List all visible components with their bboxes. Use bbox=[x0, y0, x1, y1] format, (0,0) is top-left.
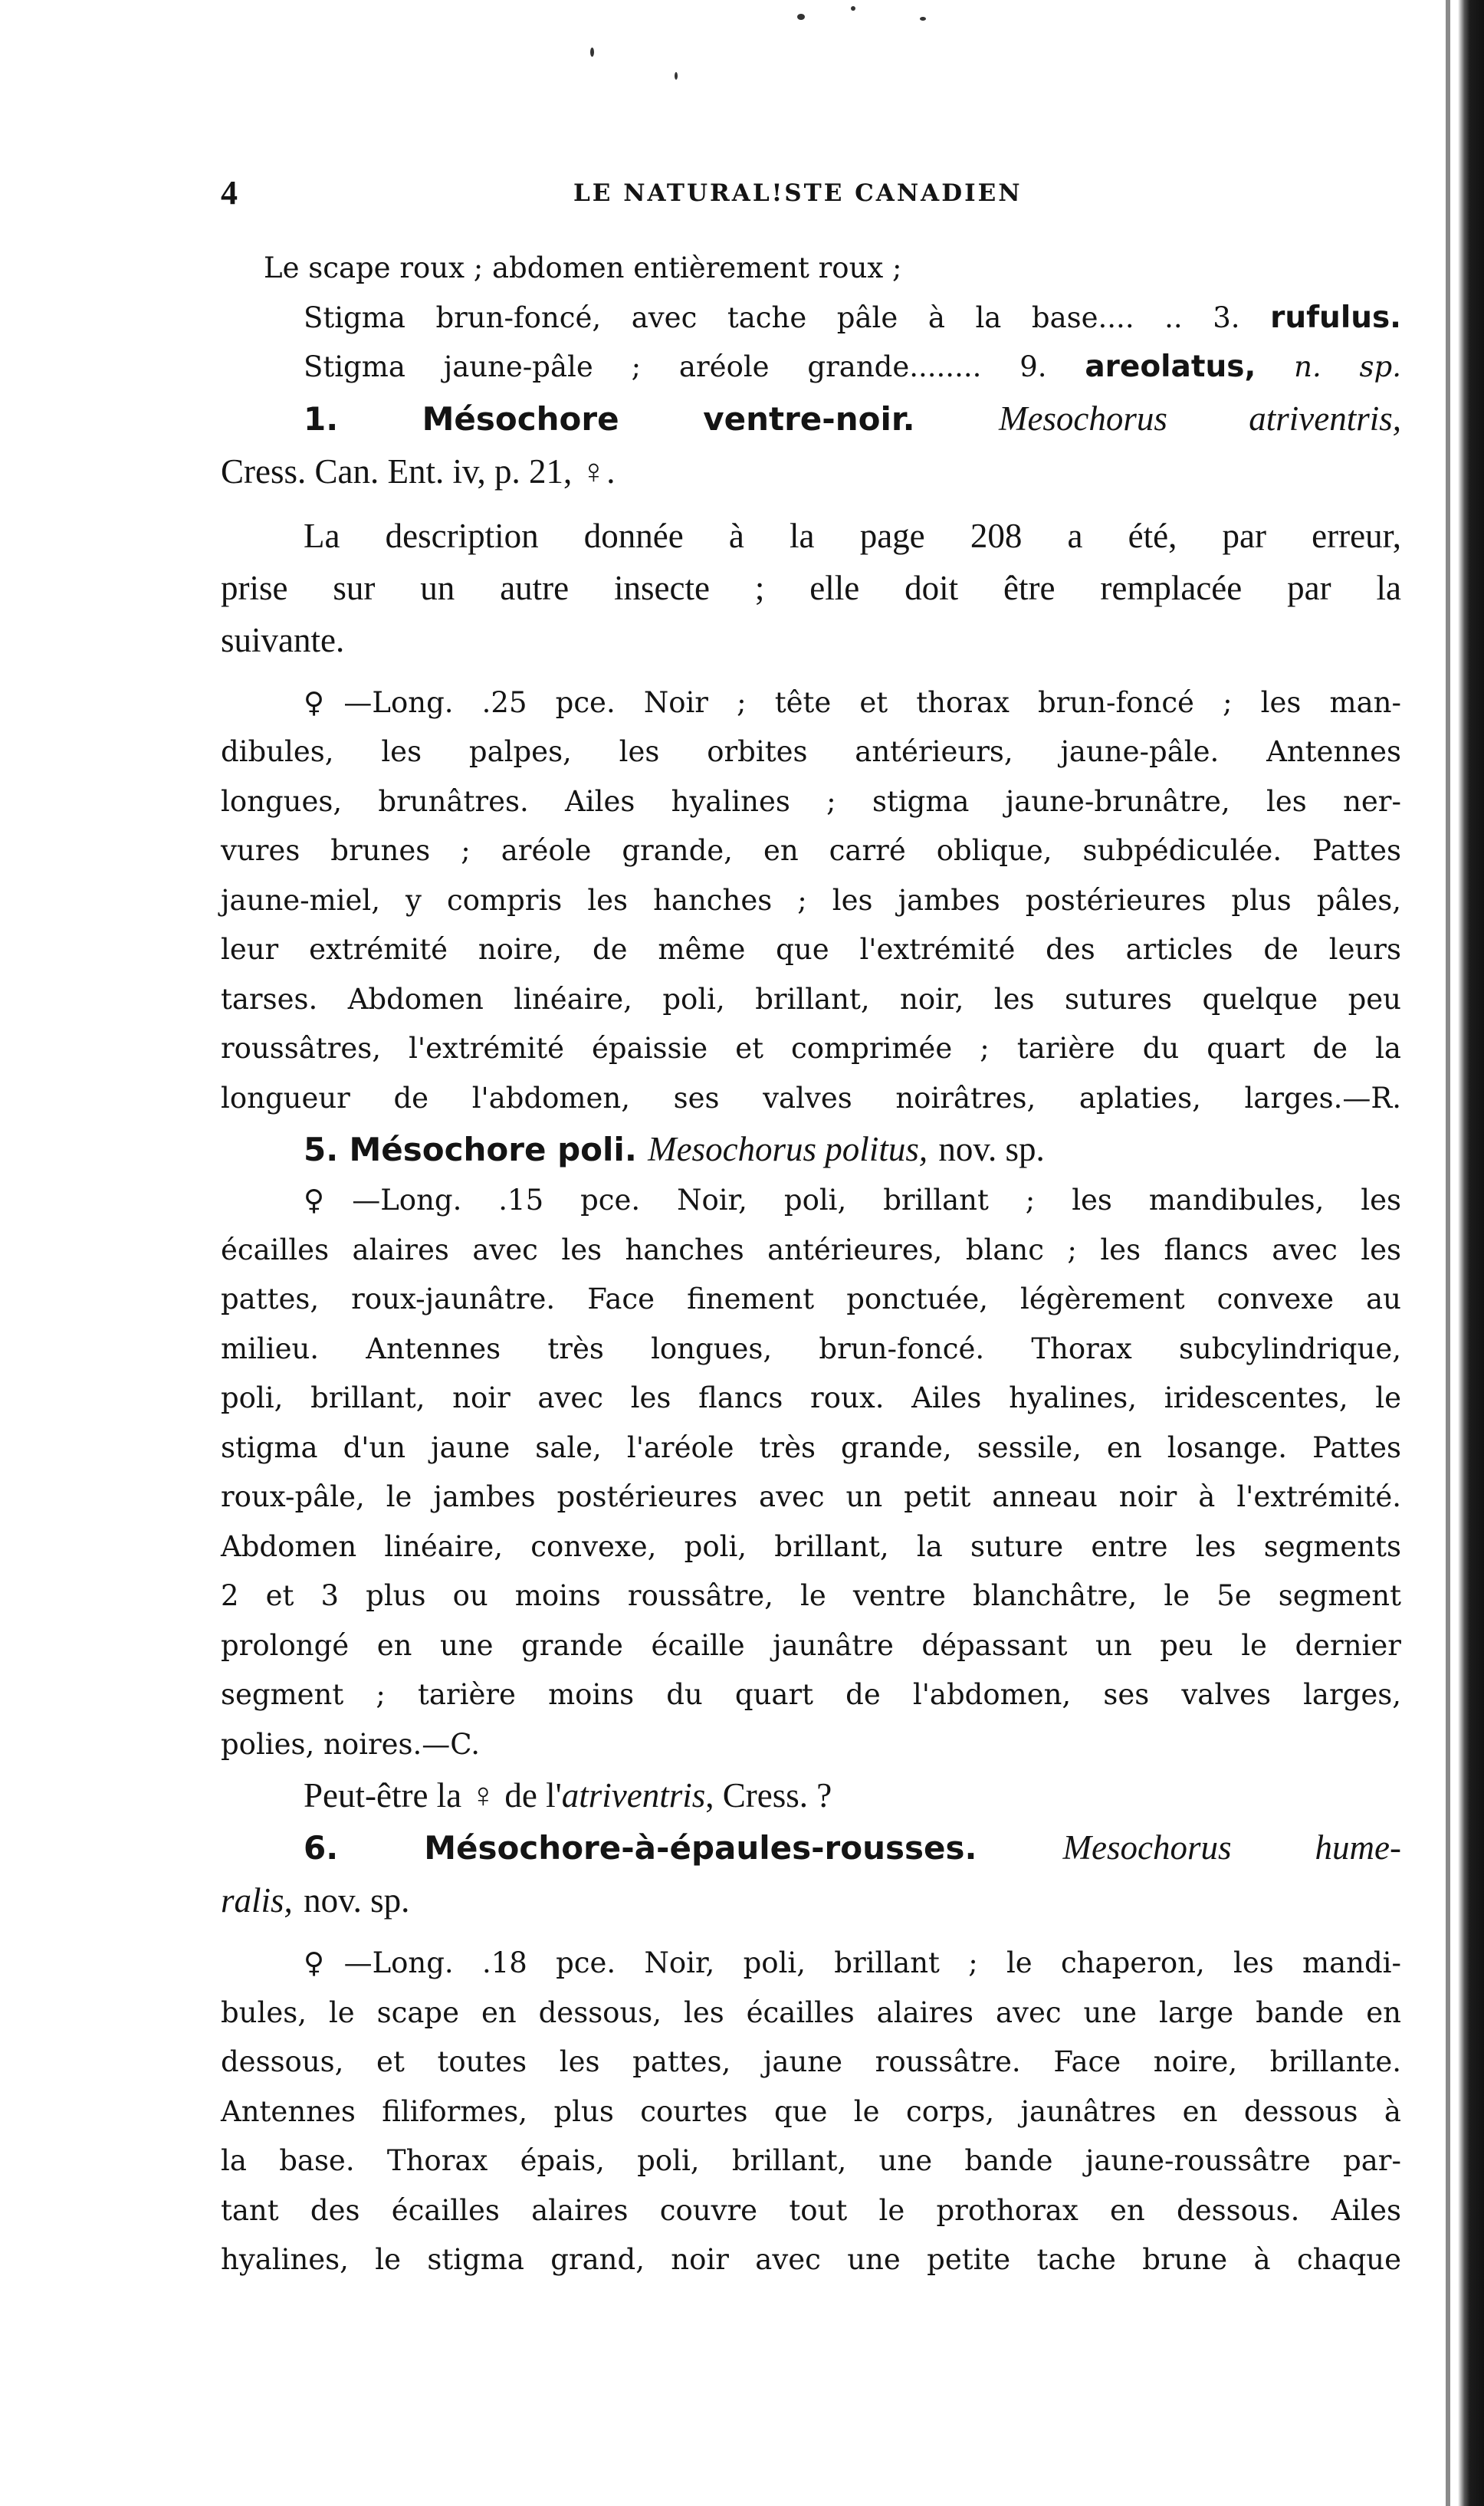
species-latin-name: ralis, bbox=[221, 1881, 293, 1920]
scan-speck bbox=[675, 72, 678, 80]
description-line: longues, brunâtres. Ailes hyalines ; stigma jaune-brunâtre, les ner- bbox=[221, 784, 1401, 818]
species-latin-name: Mesochorus hume- bbox=[1062, 1828, 1401, 1867]
description-line: ♀—Long. .15 pce. Noir, poli, brillant ; les mandibules, les bbox=[304, 1184, 1401, 1217]
key-line bbox=[221, 294, 1401, 343]
key-text: Stigma jaune-pâle ; aréole grande........ 9. bbox=[304, 350, 1047, 383]
description-line: Antennes filiformes, plus courtes que le corps, jaunâtres en dessous à bbox=[221, 2094, 1401, 2128]
description-line: pattes, roux-jaunâtre. Face finement ponctuée, légèrement convexe au bbox=[221, 1283, 1401, 1315]
page-binding-shadow bbox=[1458, 0, 1484, 2506]
description-line: Abdomen linéaire, convexe, poli, brillant, la suture entre les segments bbox=[221, 1529, 1401, 1563]
species-common-name: Mésochore poli. bbox=[349, 1131, 637, 1168]
description-line: prolongé en une grande écaille jaunâtre dépassant un peu le dernier bbox=[221, 1628, 1401, 1662]
note-line: suivante. bbox=[221, 620, 345, 659]
description-line: hyalines, le stigma grand, noir avec une petite tache brune à chaque bbox=[221, 2243, 1401, 2276]
species-description bbox=[221, 678, 1401, 1124]
description-line: milieu. Antennes très longues, brun-foncé. Thorax subcylindrique, bbox=[221, 1332, 1401, 1365]
key-taxon-tail: n. sp. bbox=[1294, 350, 1401, 383]
description-line: tarses. Abdomen linéaire, poli, brillant, noir, les sutures quelque peu bbox=[221, 982, 1401, 1016]
species-number: 1. bbox=[304, 399, 339, 438]
species-description bbox=[221, 1176, 1401, 1769]
page-header bbox=[221, 173, 1401, 212]
species-heading bbox=[221, 1821, 1401, 1874]
page-binding-line bbox=[1446, 0, 1450, 2506]
species-citation bbox=[221, 445, 1401, 498]
description-line: tant des écailles alaires couvre tout le prothorax en dessous. Ailes bbox=[221, 2193, 1401, 2227]
scan-speck bbox=[851, 6, 855, 11]
scan-speck bbox=[920, 17, 926, 21]
description-line: écailles alaires avec les hanches antérieures, blanc ; les flancs avec les bbox=[221, 1233, 1401, 1266]
note-text: , Cress. ? bbox=[705, 1776, 832, 1815]
description-line: leur extrémité noire, de même que l'extrémité des articles de leurs bbox=[221, 933, 1401, 966]
note-line: La description donnée à la page 208 a été, par erreur, bbox=[304, 516, 1401, 555]
description-line: segment ; tarière moins du quart de l'abdomen, ses valves larges, bbox=[221, 1678, 1401, 1711]
key-taxon-name: areolatus, bbox=[1085, 350, 1256, 384]
description-line: poli, brillant, noir avec les flancs roux. Ailes hyalines, iridescentes, le bbox=[221, 1381, 1401, 1414]
description-line: la base. Thorax épais, poli, brillant, une bande jaune-roussâtre par- bbox=[221, 2144, 1401, 2177]
species-common-name: Mésochore ventre-noir. bbox=[422, 399, 915, 438]
species-heading bbox=[221, 1123, 1401, 1176]
description-line: 2 et 3 plus ou moins roussâtre, le ventre blanchâtre, le 5e segment bbox=[221, 1579, 1401, 1612]
species-tail: nov. sp. bbox=[304, 1881, 410, 1920]
description-line: ♀—Long. .25 pce. Noir ; tête et thorax brun-foncé ; les man- bbox=[304, 685, 1401, 719]
note-italic-name: atriventris bbox=[561, 1776, 706, 1815]
species-heading-cont bbox=[221, 1874, 1401, 1926]
citation-text: Cress. Can. Ent. iv, p. 21, ♀. bbox=[221, 452, 616, 491]
species-number: 6. bbox=[304, 1829, 339, 1867]
correction-note bbox=[221, 510, 1401, 666]
description-line: dessous, et toutes les pattes, jaune roussâtre. Face noire, brillante. bbox=[221, 2045, 1401, 2078]
description-line: roussâtres, l'extrémité épaissie et comprimée ; tarière du quart de la bbox=[221, 1032, 1401, 1065]
note-line: prise sur un autre insecte ; elle doit être remplacée par la bbox=[221, 568, 1401, 607]
species-latin-name: Mesochorus politus, bbox=[648, 1130, 928, 1168]
key-line bbox=[221, 244, 1401, 294]
species-tail: nov. sp. bbox=[938, 1130, 1045, 1168]
description-line: ♀—Long. .18 pce. Noir, poli, brillant ; le chaperon, les mandi- bbox=[304, 1946, 1401, 1979]
scan-speck bbox=[797, 14, 805, 20]
note-text: Peut-être la ♀ de l' bbox=[304, 1776, 562, 1815]
description-line: polies, noires.—C. bbox=[221, 1727, 481, 1761]
page-body bbox=[221, 244, 1401, 2285]
description-line: longueur de l'abdomen, ses valves noirâtres, aplaties, larges.—R. bbox=[221, 1081, 1401, 1115]
scan-speck bbox=[590, 48, 594, 57]
species-common-name: Mésochore-à-épaules-rousses. bbox=[424, 1829, 977, 1867]
species-latin-name: Mesochorus atriventris, bbox=[998, 399, 1401, 438]
description-line: jaune-miel, y compris les hanches ; les jambes postérieures plus pâles, bbox=[221, 883, 1401, 917]
running-title: LE NATURAL!STE CANADIEN bbox=[573, 179, 1023, 207]
description-line: bules, le scape en dessous, les écailles alaires avec une large bande en bbox=[221, 1995, 1401, 2029]
key-text: Le scape roux ; abdomen entièrement roux ; bbox=[264, 251, 902, 284]
key-taxon-name: rufulus. bbox=[1270, 300, 1401, 335]
species-heading bbox=[221, 392, 1401, 445]
key-text: Stigma brun-foncé, avec tache pâle à la base.... .. 3. bbox=[304, 301, 1240, 334]
description-line: dibules, les palpes, les orbites antérieurs, jaune-pâle. Antennes bbox=[221, 735, 1401, 768]
description-line: vures brunes ; aréole grande, en carré oblique, subpédiculée. Pattes bbox=[221, 834, 1401, 867]
description-line: roux-pâle, le jambes postérieures avec un petit anneau noir à l'extrémité. bbox=[221, 1480, 1401, 1513]
key-line bbox=[221, 343, 1401, 392]
species-note bbox=[221, 1769, 1401, 1821]
page-number: 4 bbox=[221, 174, 238, 212]
species-number: 5. bbox=[304, 1131, 339, 1168]
description-line: stigma d'un jaune sale, l'aréole très grande, sessile, en losange. Pattes bbox=[221, 1430, 1401, 1464]
species-description bbox=[221, 1939, 1401, 2285]
